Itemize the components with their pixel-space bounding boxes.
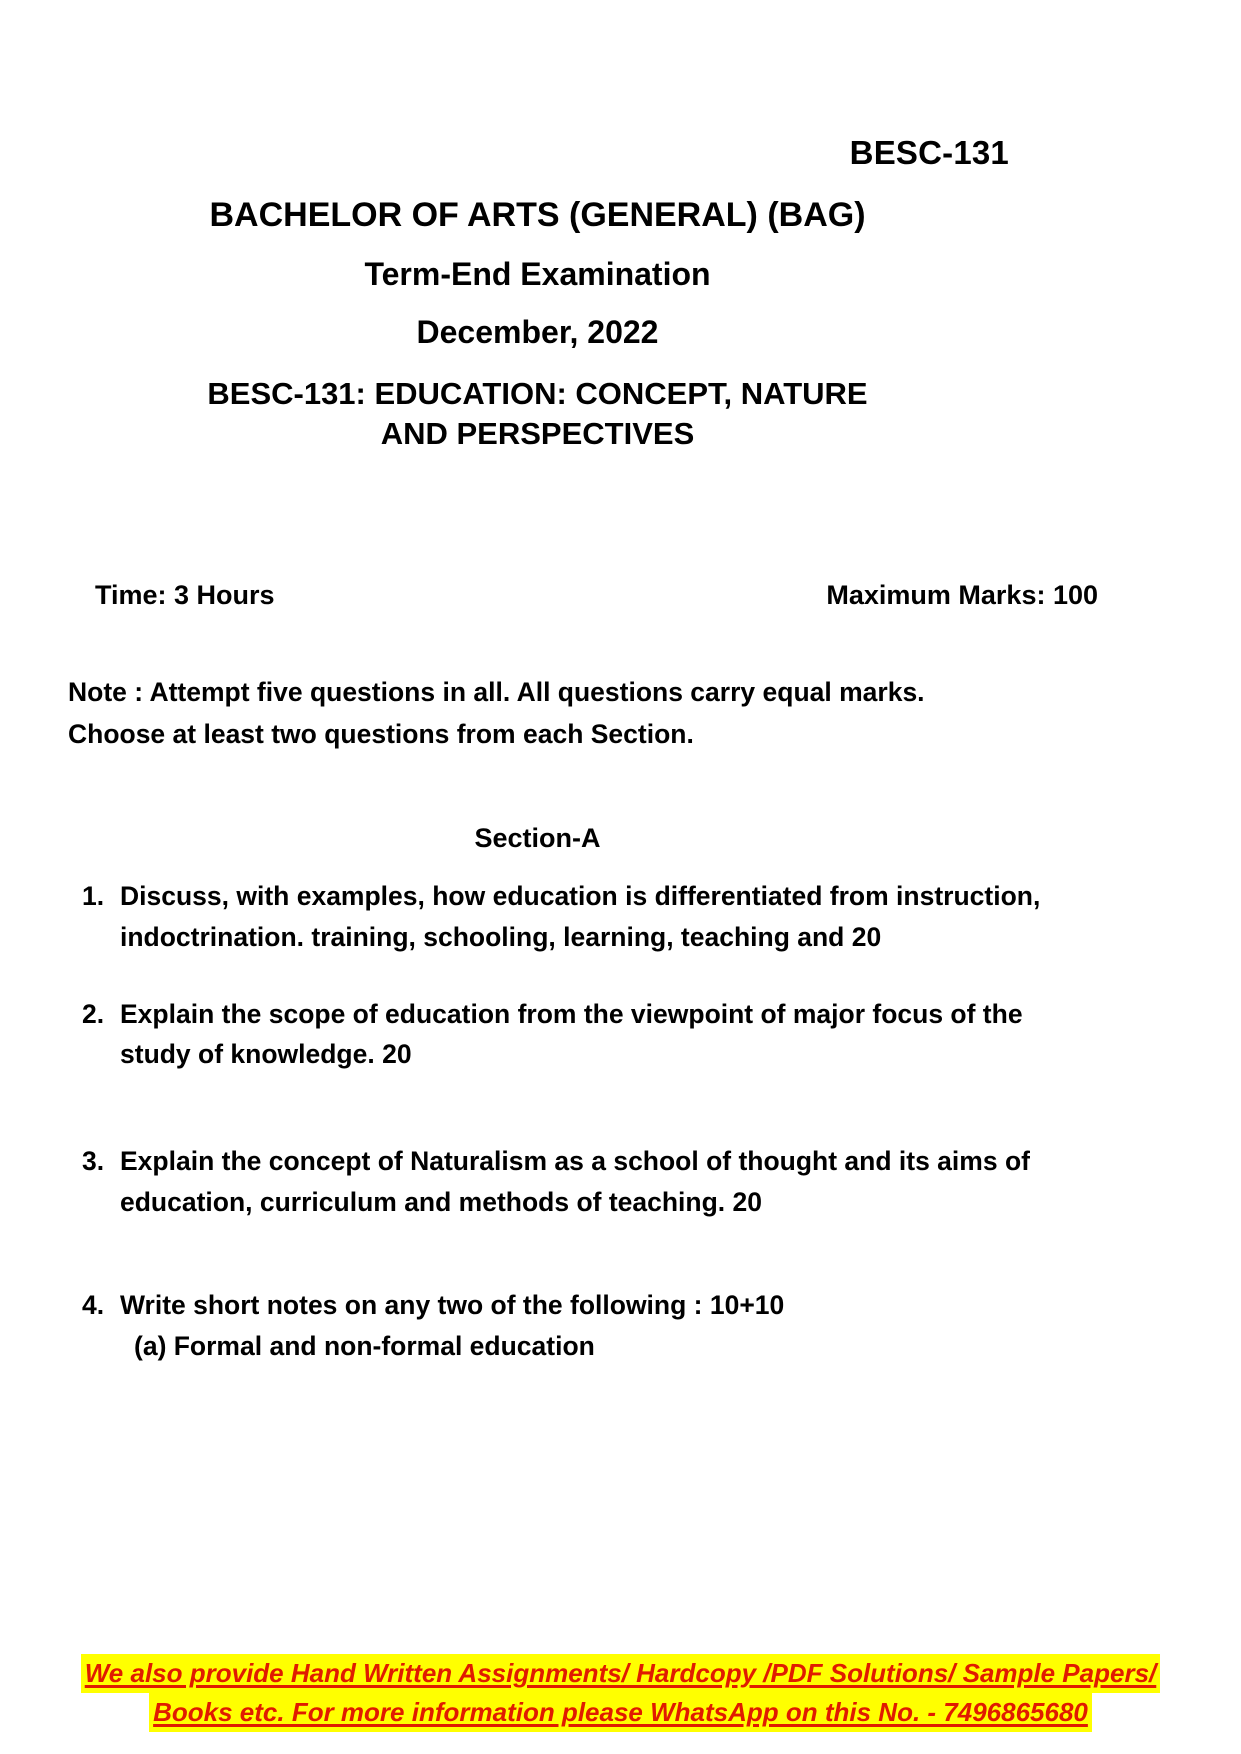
exam-instructions-note: Note : Attempt five questions in all. All questions carry equal marks. Choose at least two questions from each Section. (68, 677, 925, 749)
question-item (82, 1141, 1042, 1223)
question-text: Write short notes on any two of the following : 10+10 (120, 1289, 785, 1320)
question-item (82, 876, 1042, 958)
exam-session: December, 2022 (416, 314, 659, 350)
exam-maximum-marks: Maximum Marks: 100 (826, 580, 1098, 610)
question-number: 4. (82, 1289, 105, 1320)
exam-header-block (0, 198, 1075, 453)
program-title: BACHELOR OF ARTS (GENERAL) (BAG) (209, 196, 866, 234)
exam-type: Term-End Examination (364, 256, 711, 292)
spacer (82, 1223, 1042, 1285)
question-number: 1. (82, 881, 105, 911)
promo-line-1: We also provide Hand Written Assignments/ Hardcopy /PDF Solutions/ Sample Papers/ (81, 1654, 1161, 1693)
question-subitem: (a) Formal and non-formal education (134, 1330, 595, 1361)
course-code: BESC-131 (849, 134, 1009, 171)
question-text: Discuss, with examples, how education is differentiated from instruction, indoctrination. training, schooling, learning, teaching and 20 (120, 881, 1041, 952)
spacer (82, 1075, 1042, 1141)
spacer (82, 958, 1042, 994)
question-number: 3. (82, 1146, 105, 1177)
question-number: 2. (82, 998, 105, 1029)
question-item (82, 1285, 1042, 1326)
question-list (82, 876, 1042, 1366)
question-text: Explain the scope of education from the viewpoint of major focus of the study of knowledge. 20 (120, 998, 1023, 1070)
promotional-banner (0, 1654, 1241, 1732)
question-item (82, 994, 1042, 1076)
paper-title: BESC-131: EDUCATION: CONCEPT, NATURE AND PERSPECTIVES (207, 376, 868, 451)
exam-duration: Time: 3 Hours (95, 580, 275, 610)
question-text: Explain the concept of Naturalism as a school of thought and its aims of education, curriculum and methods of teaching. 20 (120, 1146, 1030, 1217)
promo-line-2: Books etc. For more information please WhatsApp on this No. - 7496865680 (149, 1693, 1092, 1732)
section-a-heading: Section-A (474, 823, 601, 853)
exam-meta-row (95, 580, 1153, 611)
